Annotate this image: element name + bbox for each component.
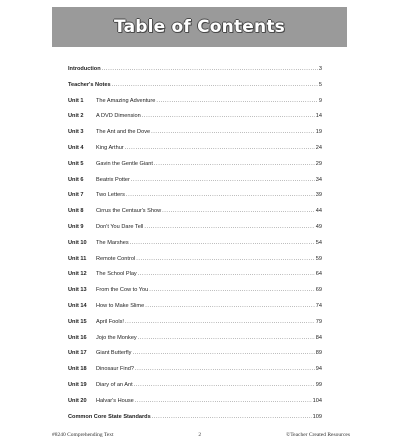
- toc-entry-page: 104: [312, 397, 322, 404]
- toc-entry: [68, 161, 322, 177]
- page-title: Table of Contents: [114, 17, 285, 37]
- toc-entry: [68, 224, 322, 240]
- toc-entry-page: 14: [315, 113, 322, 120]
- footer-book-title: #8240 Comprehending Text: [52, 432, 114, 438]
- toc-entry-label: Common Core State Standards: [68, 413, 151, 420]
- toc-entry-page: 5: [318, 81, 322, 88]
- dot-leader: [138, 335, 315, 341]
- dot-leader: [125, 319, 315, 325]
- toc-entry-page: 89: [315, 350, 322, 357]
- toc-entry: [68, 240, 322, 256]
- title-banner: [52, 7, 347, 47]
- dot-leader: [102, 66, 318, 72]
- dot-leader: [144, 224, 314, 230]
- footer-page-number: 2: [198, 432, 202, 438]
- toc-entry-page: 34: [315, 176, 322, 183]
- dot-leader: [125, 145, 315, 151]
- toc-entry-title: From the Cow to You: [96, 287, 149, 294]
- toc-entry-title: How to Make Slime: [96, 302, 145, 309]
- toc-entry-title: Halvar's House: [96, 397, 134, 404]
- toc-entry-page: 99: [315, 381, 322, 388]
- toc-entry-title: The Amazing Adventure: [96, 97, 156, 104]
- toc-entry: [68, 366, 322, 382]
- toc-entry-page: 109: [312, 413, 322, 420]
- toc-entry-label: Teacher's Notes: [68, 81, 111, 88]
- toc-entry-page: 74: [315, 302, 322, 309]
- toc-entry: [68, 192, 322, 208]
- toc-entry-label: Unit 2: [68, 113, 84, 120]
- toc-entry-page: 79: [315, 318, 322, 325]
- toc-entry-page: 84: [315, 334, 322, 341]
- dot-leader: [142, 113, 315, 119]
- dot-leader: [126, 192, 315, 198]
- toc-entry-label: Unit 4: [68, 144, 84, 151]
- footer-copyright: ©Teacher Created Resources: [286, 432, 350, 438]
- toc-entry-page: 69: [315, 287, 322, 294]
- dot-leader: [136, 256, 315, 262]
- toc-entry-title: Remote Control: [96, 255, 136, 262]
- toc-entry-label: Unit 6: [68, 176, 84, 183]
- toc-entry-label: Unit 12: [68, 271, 87, 278]
- toc-entry-page: 39: [315, 192, 322, 199]
- toc-entry-title: The Ant and the Dove: [96, 129, 151, 136]
- toc-entry-title: Gavin the Gentle Giant: [96, 160, 153, 167]
- toc-entry: [68, 82, 322, 98]
- toc-entry-label: Unit 9: [68, 223, 84, 230]
- toc-entry-title: Beatrix Potter: [96, 176, 130, 183]
- toc-entry: [68, 98, 322, 114]
- toc-entry: [68, 129, 322, 145]
- toc-entry-page: 94: [315, 366, 322, 373]
- toc-entry-label: Unit 5: [68, 160, 84, 167]
- toc-entry: [68, 271, 322, 287]
- dot-leader: [151, 129, 315, 135]
- toc-entry-title: Two Letters: [96, 192, 125, 199]
- dot-leader: [145, 303, 315, 309]
- toc-entry-title: The School Play: [96, 271, 137, 278]
- toc-entry: [68, 398, 322, 414]
- toc-entry-page: 64: [315, 271, 322, 278]
- toc-entry: [68, 350, 322, 366]
- dot-leader: [154, 161, 315, 167]
- toc-entry: [68, 382, 322, 398]
- toc-entry: [68, 256, 322, 272]
- dot-leader: [149, 287, 315, 293]
- toc-entry-title: Diary of an Ant: [96, 381, 133, 388]
- dot-leader: [112, 82, 318, 88]
- toc-entry-page: 49: [315, 223, 322, 230]
- toc-entry-label: Unit 1: [68, 97, 84, 104]
- dot-leader: [135, 398, 312, 404]
- dot-leader: [138, 271, 315, 277]
- dot-leader: [132, 350, 314, 356]
- toc-entry: [68, 113, 322, 129]
- dot-leader: [134, 382, 315, 388]
- toc-entry: [68, 414, 322, 430]
- toc-entry-page: 24: [315, 144, 322, 151]
- toc-entry-label: Unit 10: [68, 239, 87, 246]
- toc-entry-title: King Arthur: [96, 144, 124, 151]
- toc-entry-label: Unit 14: [68, 302, 87, 309]
- toc-entry-title: Jojo the Monkey: [96, 334, 137, 341]
- toc-entry-label: Unit 18: [68, 366, 87, 373]
- toc-entry: [68, 319, 322, 335]
- toc-entry-title: Cirrus the Centaur's Show: [96, 208, 162, 215]
- toc-entry: [68, 303, 322, 319]
- toc-entry: [68, 177, 322, 193]
- toc-entry-label: Unit 19: [68, 381, 87, 388]
- toc-entry-page: 3: [318, 66, 322, 72]
- toc-entry-page: 59: [315, 255, 322, 262]
- toc-entry-label: Unit 20: [68, 397, 87, 404]
- toc-entry-label: Unit 7: [68, 192, 84, 199]
- toc-entry-page: 29: [315, 160, 322, 167]
- toc-entry-page: 54: [315, 239, 322, 246]
- toc-entry: [68, 145, 322, 161]
- table-of-contents: [68, 66, 322, 429]
- page-footer: [52, 432, 350, 438]
- toc-entry-title: Dinosaur Find?: [96, 366, 134, 373]
- toc-entry: [68, 335, 322, 351]
- toc-entry-title: The Marshes: [96, 239, 129, 246]
- dot-leader: [131, 177, 315, 183]
- dot-leader: [130, 240, 315, 246]
- toc-entry-title: Don't You Dare Tell: [96, 223, 144, 230]
- toc-entry-page: 44: [315, 208, 322, 215]
- toc-entry-label: Unit 8: [68, 208, 84, 215]
- toc-entry-label: Unit 16: [68, 334, 87, 341]
- toc-entry: [68, 208, 322, 224]
- toc-entry: [68, 66, 322, 82]
- toc-entry-label: Introduction: [68, 66, 101, 72]
- toc-entry-page: 19: [315, 129, 322, 136]
- dot-leader: [135, 366, 315, 372]
- toc-entry-page: 9: [318, 97, 322, 104]
- toc-entry-title: A DVD Dimension: [96, 113, 141, 120]
- toc-entry-label: Unit 15: [68, 318, 87, 325]
- toc-entry-title: April Fools!: [96, 318, 124, 325]
- toc-entry-label: Unit 17: [68, 350, 87, 357]
- toc-entry: [68, 287, 322, 303]
- dot-leader: [162, 208, 315, 214]
- toc-entry-label: Unit 3: [68, 129, 84, 136]
- dot-leader: [156, 98, 317, 104]
- toc-entry-label: Unit 11: [68, 255, 87, 262]
- dot-leader: [152, 414, 312, 420]
- toc-entry-title: Giant Butterfly: [96, 350, 132, 357]
- toc-entry-label: Unit 13: [68, 287, 87, 294]
